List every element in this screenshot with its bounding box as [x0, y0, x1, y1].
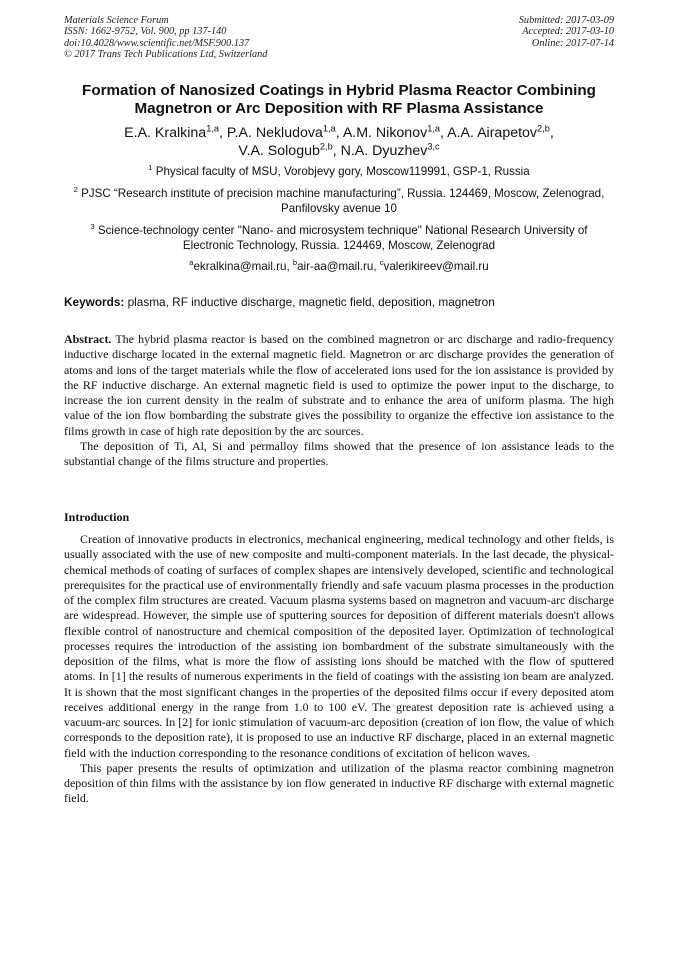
abstract-paragraph — [64, 332, 614, 439]
email-mark: c — [379, 258, 384, 268]
affiliation-2 — [64, 187, 614, 216]
author-name: E.A. Kralkina — [124, 125, 207, 141]
author-affiliation-mark: 1,a — [427, 123, 441, 134]
author-emails: $^a$ekralkina@mail.ru, $^b$air-aa@mail.ru, $^c$valerikireev@mail.ru — [189, 258, 489, 273]
title-line-1: Formation of Nanosized Coatings in Hybrid Plasma Reactor Combining — [82, 82, 596, 99]
affiliation-number: 1 — [148, 163, 153, 173]
author-affiliation-mark: 2,b — [537, 123, 550, 134]
email-mark: a — [189, 258, 194, 268]
affiliation-text: PJSC “Research institute of precision machine manufacturing”, Russia. 124469, Moscow, Zelenograd, Panfilovsky avenue 10 — [81, 187, 605, 215]
affiliation-1 — [64, 165, 614, 180]
journal-doi: doi:10.4028/www.scientific.net/MSF.900.137 — [64, 37, 250, 49]
email-link[interactable]: air-aa@mail.ru — [297, 260, 374, 273]
author-affiliation-mark: 3,c — [427, 141, 440, 152]
author-affiliation-mark: 2,b — [319, 141, 333, 152]
introduction-heading: Introduction — [64, 510, 130, 524]
abstract-text: The hybrid plasma reactor is based on the combined magnetron or arc discharge and radio-frequency inductive discharge located in the external magnetic field. Magnetron or arc discharge provides the generation of atoms and ions of the target materials while the flow of accelerated ions used for the ion assistance is provided by the RF inductive discharge. An external magnetic field is used to optimize the power input to the discharge, to increase the ion current density in the realm of substrate and to enhance the area of uniform plasma. The high value of the ion flow bombarding the substrate gives the possibility to organize the effective ion assistance to the films growth in case of high rate deposition by the arc sources. — [64, 332, 614, 438]
online-date: Online: 2017-07-14 — [531, 37, 614, 49]
accepted-date: Accepted: 2017-03-10 — [522, 26, 614, 38]
abstract-paragraph: The deposition of Ti, Al, Si and permalloy films showed that the presence of ion assistance leads to the substantial change of the films structure and properties. — [64, 438, 614, 468]
affiliation-number: 2 — [73, 185, 78, 195]
abstract-label: Abstract. — [64, 332, 112, 346]
introduction-paragraph: This paper presents the results of optimization and utilization of the plasma reactor combining magnetron deposition of thin films with the assistance by ion flow generated in inductive RF discharge with external magnetic field. — [64, 760, 614, 806]
author-list: E.A. Kralkina$^{1,a}$, P.A. Nekludova$^{1,a}$, A.M. Nikonov$^{1,a}$, A.A. Airapetov$^{2,b}$, V.A. Sologub$^{2,b}$, N.A. Dyuzhev$^{3,c}$ — [124, 123, 554, 159]
dates-header — [519, 15, 614, 49]
abstract-section — [64, 332, 614, 469]
email-mark: b — [292, 258, 298, 268]
title-line-2: Magnetron or Arc Deposition with RF Plasma Assistance — [134, 100, 544, 117]
journal-header — [64, 15, 267, 61]
introduction-paragraph: Creation of innovative products in electronics, mechanical engineering, medical technology and other fields, is usually associated with the use of new composite and multi-component materials. In the last decade, the physical-chemical methods of coating of surfaces of complex shapes are intensively developed, scientific and technological prerequisites for the practical use of environmentally friendly and safe vacuum plasma processes in the production of the complex film structures are created. Vacuum plasma systems based on magnetron and vacuum-arc discharge are widespread. However, the simple use of sputtering sources for deposition of different materials doesn't allows flexible control of nanostructure and chemical composition of the deposited layer. Optimization of technological processes requires the introduction of the assisting ion bombardment of the substrate simultaneously with the deposition of the films, what is more the flow of assisting ions should be matched with the flow of sputtered atoms. In [1] the results of numerous experiments in the field of coatings with the assisting ion beam are analyzed. It is shown that the most significant changes in the properties of the deposited films occur if every deposited atom receives additional energy in the range from 1.0 to 100 eV. The greatest deposition rate is achieved using a vacuum-arc sources. In [2] for ionic stimulation of vacuum-arc deposition (creation of ion flow, the value of which corresponds to the deposition rate), it is proposed to use an inductive RF discharge, placed in an external magnetic field with the induction corresponding to the resonance conditions of excitation of helicon waves. — [64, 532, 614, 760]
author-name: V.A. Sologub — [238, 143, 320, 159]
affiliation-3 — [64, 224, 614, 253]
affiliation-text: Physical faculty of MSU, Vorobjevy gory, Moscow119991, GSP-1, Russia — [155, 165, 530, 178]
author-name: A.M. Nikonov — [342, 125, 428, 141]
journal-name: Materials Science Forum — [64, 15, 169, 26]
journal-issn: ISSN: 1662-9752, Vol. 900, pp 137-140 — [64, 26, 227, 38]
author-name: P.A. Nekludova — [226, 125, 323, 141]
introduction-section — [64, 532, 614, 807]
affiliation-text: Science-technology center "Nano- and microsystem technique" National Research University of Electronic Technology, Russia. 124469, Moscow, Zelenograd — [97, 224, 588, 252]
author-affiliation-mark: 1,a — [206, 123, 220, 134]
keywords — [64, 295, 614, 309]
author-name: A.A. Airapetov — [447, 125, 538, 141]
paper-title — [40, 82, 638, 118]
author-name: N.A. Dyuzhev — [340, 143, 428, 159]
author-affiliation-mark: 1,a — [322, 123, 336, 134]
submitted-date: Submitted: 2017-03-09 — [518, 15, 614, 26]
journal-copyright: © 2017 Trans Tech Publications Ltd, Switzerland — [64, 49, 268, 61]
email-link[interactable]: ekralkina@mail.ru — [193, 260, 287, 273]
email-link[interactable]: valerikireev@mail.ru — [383, 260, 489, 273]
keywords-text: plasma, RF inductive discharge, magnetic field, deposition, magnetron — [127, 295, 495, 309]
affiliation-number: 3 — [90, 222, 95, 232]
keywords-label: Keywords: — [64, 295, 125, 309]
